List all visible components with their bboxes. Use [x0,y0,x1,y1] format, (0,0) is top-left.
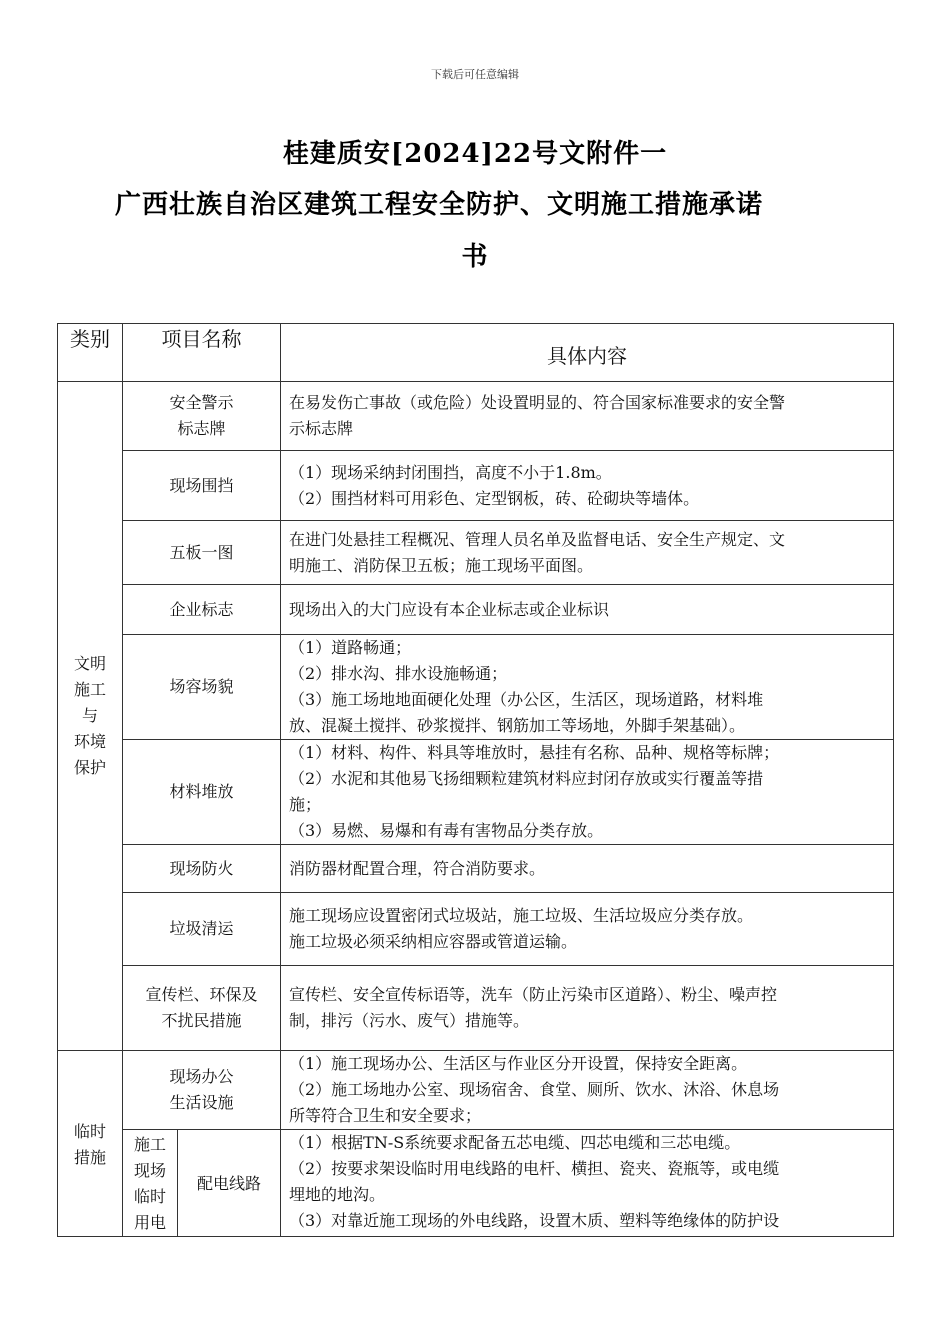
table-row [58,1051,894,1130]
sub-category-temporary-power: 施工 现场 临时 用电 [123,1130,178,1237]
item-name: 现场办公 生活设施 [123,1051,281,1130]
item-name: 五板一图 [123,521,281,585]
category-temporary-measures: 临时 措施 [58,1051,123,1237]
item-content: （1）施工现场办公、生活区与作业区分开设置，保持安全距离。 （2）施工场地办公室、现场宿舍、食堂、厕所、饮水、沐浴、休息场 所等符合卫生和安全要求； [281,1051,894,1130]
item-name: 安全警示 标志牌 [123,382,281,451]
item-name: 现场防火 [123,845,281,893]
title-line-3: 书 [461,242,489,272]
table-row [58,845,894,893]
header-content: 具体内容 [281,324,894,382]
table-row [58,382,894,451]
item-content: 在易发伤亡事故（或危险）处设置明显的、符合国家标准要求的安全警 示标志牌 [281,382,894,451]
item-content: 在进门处悬挂工程概况、管理人员名单及监督电话、安全生产规定、文 明施工、消防保卫五板；施工现场平面图。 [281,521,894,585]
category-civilized-construction: 文明 施工 与 环境 保护 [58,382,123,1051]
table-row [58,893,894,966]
item-content: （1）现场采纳封闭围挡，高度不小于1.8m。 （2）围挡材料可用彩色、定型钢板，砖、砼砌块等墙体。 [281,451,894,521]
item-content: 施工现场应设置密闭式垃圾站，施工垃圾、生活垃圾应分类存放。 施工垃圾必须采纳相应容器或管道运输。 [281,893,894,966]
header-item: 项目名称 [123,324,281,382]
table-row [58,451,894,521]
header-category: 类别 [58,324,123,382]
header-note: 下载后可任意编辑 [431,68,519,81]
table-row [58,635,894,740]
title-line-2: 广西壮族自治区建筑工程安全防护、文明施工措施承诺 [115,190,764,220]
item-name: 材料堆放 [123,740,281,845]
item-content: 现场出入的大门应设有本企业标志或企业标识 [281,585,894,635]
item-content: 宣传栏、安全宣传标语等，洗车（防止污染市区道路）、粉尘、噪声控 制，排污（污水、废气）措施等。 [281,966,894,1051]
table-row [58,521,894,585]
table-row [58,740,894,845]
table-row [58,966,894,1051]
item-name: 垃圾清运 [123,893,281,966]
table-row [58,1130,894,1237]
item-content: 消防器材配置合理，符合消防要求。 [281,845,894,893]
table-header-row [58,324,894,382]
item-name: 配电线路 [178,1130,281,1237]
title-line-1: 桂建质安[2024]22号文附件一 [282,139,668,169]
item-content: （1）道路畅通； （2）排水沟、排水设施畅通； （3）施工场地地面硬化处理（办公区，生活区，现场道路，材料堆 放、混凝土搅拌、砂浆搅拌、钢筋加工等场地，外脚手架基础）。 [281,635,894,740]
item-name: 现场围挡 [123,451,281,521]
item-name: 场容场貌 [123,635,281,740]
item-name: 企业标志 [123,585,281,635]
item-name: 宣传栏、环保及 不扰民措施 [123,966,281,1051]
commitment-table [57,323,894,1237]
item-content: （1）根据TN-S系统要求配备五芯电缆、四芯电缆和三芯电缆。 （2）按要求架设临时用电线路的电杆、横担、瓷夹、瓷瓶等，或电缆 埋地的地沟。 （3）对靠近施工现场的外电线路，设置木质、塑料等绝缘体的防护设 [281,1130,894,1237]
item-content: （1）材料、构件、料具等堆放时，悬挂有名称、品种、规格等标牌； （2）水泥和其他易飞扬细颗粒建筑材料应封闭存放或实行覆盖等措 施； （3）易燃、易爆和有毒有害物品分类存放。 [281,740,894,845]
table-row [58,585,894,635]
